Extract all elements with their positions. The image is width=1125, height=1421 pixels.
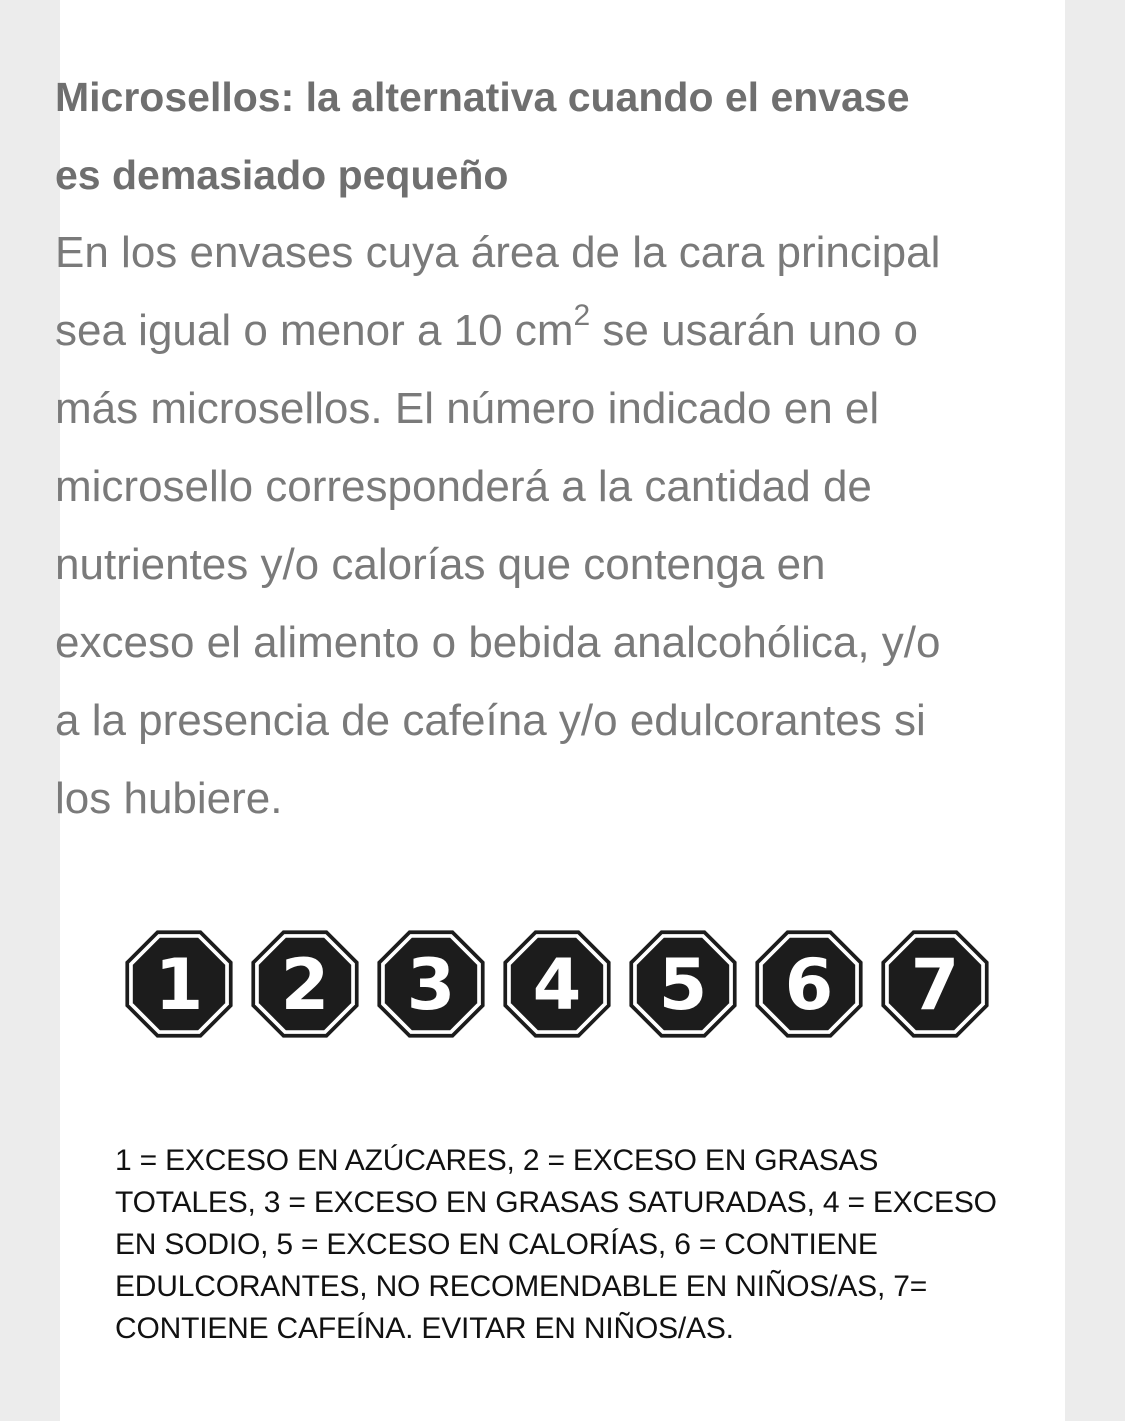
microsello-5 xyxy=(624,925,742,1043)
octagon-seal-icon xyxy=(876,925,994,1043)
article-body-text: En los envases cuya área de la cara principal sea igual o menor a 10 cm xyxy=(55,228,941,355)
seal-number: 5 xyxy=(658,944,708,1026)
microsello-6 xyxy=(750,925,868,1043)
article-heading: Microsellos: la alternativa cuando el envase es demasiado pequeño xyxy=(55,74,910,198)
microsello-7 xyxy=(876,925,994,1043)
seal-number: 1 xyxy=(154,944,204,1026)
article-body xyxy=(55,214,955,838)
octagon-seal-icon xyxy=(120,925,238,1043)
octagon-seal-icon xyxy=(498,925,616,1043)
octagon-seal-icon xyxy=(372,925,490,1043)
octagon-seal-icon xyxy=(750,925,868,1043)
seal-number: 4 xyxy=(532,944,582,1026)
seal-number: 7 xyxy=(910,944,960,1026)
microsello-3 xyxy=(372,925,490,1043)
microsello-4 xyxy=(498,925,616,1043)
microsello-2 xyxy=(246,925,364,1043)
microsellos-row xyxy=(120,925,1005,1045)
octagon-seal-icon xyxy=(624,925,742,1043)
seal-number: 3 xyxy=(406,944,456,1026)
article-body-text-cont: se usarán uno o más microsellos. El número indicado en el microsello corresponderá a la cantidad de nutrientes y/o calorías que contenga en exceso el alimento o bebida analcohólica, y/o a la presencia de cafeína y/o edulcorantes si los hubiere. xyxy=(55,306,941,823)
article-content xyxy=(55,58,955,838)
microsello-1 xyxy=(120,925,238,1043)
seal-number: 2 xyxy=(280,944,330,1026)
octagon-seal-icon xyxy=(246,925,364,1043)
microsellos-legend: 1 = EXCESO EN AZÚCARES, 2 = EXCESO EN GRASAS TOTALES, 3 = EXCESO EN GRASAS SATURADAS, 4 = EXCESO EN SODIO, 5 = EXCESO EN CALORÍAS, 6 = CONTIENE EDULCORANTES, NO RECOMENDABLE EN NIÑOS/AS, 7= CONTIENE CAFEÍNA. EVITAR EN NIÑOS/AS. xyxy=(115,1144,997,1345)
seal-number: 6 xyxy=(784,944,834,1026)
superscript-two: 2 xyxy=(573,299,591,332)
